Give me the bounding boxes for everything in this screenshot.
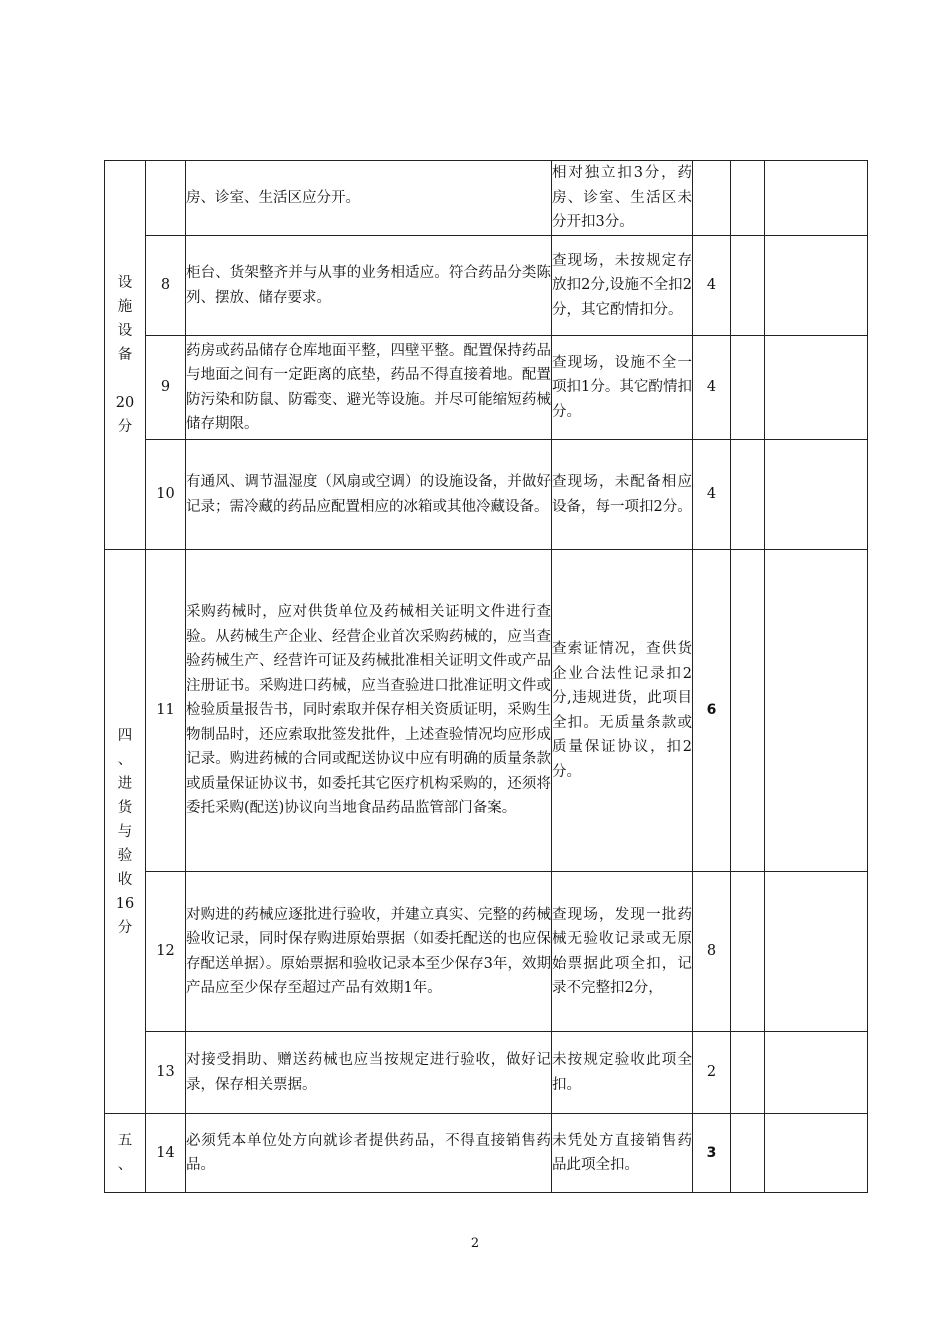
blank-cell	[765, 236, 868, 336]
blank-cell	[731, 1032, 765, 1114]
table-row	[105, 161, 868, 236]
category-purchase: 四 、 进 货 与 验 收 16 分	[105, 550, 146, 1114]
blank-cell	[731, 550, 765, 872]
score: 8	[693, 872, 731, 1032]
blank-cell	[765, 550, 868, 872]
item-number: 8	[146, 236, 186, 336]
requirement-text: 对购进的药械应逐批进行验收，并建立真实、完整的药械验收记录，同时保存购进原始票据（如委托配送的也应保存配送单据）。原始票据和验收记录本至少保存3年，效期产品应至少保存至超过产品有效期1年。	[186, 872, 552, 1032]
requirement-text: 采购药械时，应对供货单位及药械相关证明文件进行查验。从药械生产企业、经营企业首次采购药械的，应当查验药械生产、经营许可证及药械批准相关证明文件或产品注册证书。采购进口药械，应当查验进口批准证明文件或检验质量报告书，同时索取并保存相关资质证明，采购生物制品时，还应索取批签发批件，上述查验情况均应形成记录。购进药械的合同或配送协议中应有明确的质量条款或质量保证协议书，如委托其它医疗机构采购的，还须将委托采购(配送)协议向当地食品药品监管部门备案。	[186, 550, 552, 872]
inspection-method: 查现场，未按规定存放扣2分,设施不全扣2分，其它酌情扣分。	[552, 236, 693, 336]
inspection-method: 相对独立扣3分，药房、诊室、生活区未分开扣3分。	[552, 161, 693, 236]
item-number: 13	[146, 1032, 186, 1114]
blank-cell	[731, 872, 765, 1032]
page-number: 2	[470, 1236, 480, 1251]
inspection-table	[104, 160, 868, 1193]
table-row	[105, 1114, 868, 1193]
table-row	[105, 336, 868, 440]
inspection-method: 查现场，未配备相应设备，每一项扣2分。	[552, 440, 693, 550]
table-row	[105, 872, 868, 1032]
blank-cell	[765, 440, 868, 550]
table-row	[105, 550, 868, 872]
blank-cell	[731, 440, 765, 550]
requirement-text: 必须凭本单位处方向就诊者提供药品，不得直接销售药品。	[186, 1114, 552, 1193]
requirement-text: 药房或药品储存仓库地面平整，四壁平整。配置保持药品与地面之间有一定距离的底垫，药品不得直接着地。配置防污染和防鼠、防霉变、避光等设施。并尽可能缩短药械储存期限。	[186, 336, 552, 440]
item-number: 14	[146, 1114, 186, 1193]
requirement-text: 柜台、货架整齐并与从事的业务相适应。符合药品分类陈列、摆放、储存要求。	[186, 236, 552, 336]
item-number	[146, 161, 186, 236]
blank-cell	[765, 336, 868, 440]
category-five: 五 、	[105, 1114, 146, 1193]
requirement-text: 对接受捐助、赠送药械也应当按规定进行验收，做好记录，保存相关票据。	[186, 1032, 552, 1114]
inspection-method: 未按规定验收此项全扣。	[552, 1032, 693, 1114]
blank-cell	[765, 1114, 868, 1193]
inspection-method: 查现场，发现一批药械无验收记录或无原始票据此项全扣，记录不完整扣2分，	[552, 872, 693, 1032]
blank-cell	[765, 1032, 868, 1114]
inspection-method: 未凭处方直接销售药品此项全扣。	[552, 1114, 693, 1193]
score: 3	[693, 1114, 731, 1193]
inspection-method: 查现场，设施不全一项扣1分。其它酌情扣分。	[552, 336, 693, 440]
score: 4	[693, 236, 731, 336]
inspection-method: 查索证情况，查供货企业合法性记录扣2分,违规进货，此项目全扣。无质量条款或质量保证协议，扣2分。	[552, 550, 693, 872]
requirement-text: 房、诊室、生活区应分开。	[186, 161, 552, 236]
blank-cell	[731, 236, 765, 336]
score	[693, 161, 731, 236]
table-row	[105, 440, 868, 550]
category-facility: 设 施 设 备 20 分	[105, 161, 146, 550]
score: 4	[693, 336, 731, 440]
blank-cell	[731, 161, 765, 236]
item-number: 12	[146, 872, 186, 1032]
requirement-text: 有通风、调节温湿度（风扇或空调）的设施设备，并做好记录；需冷藏的药品应配置相应的冰箱或其他冷藏设备。	[186, 440, 552, 550]
blank-cell	[765, 872, 868, 1032]
score: 6	[693, 550, 731, 872]
table-row	[105, 236, 868, 336]
score: 2	[693, 1032, 731, 1114]
score: 4	[693, 440, 731, 550]
blank-cell	[731, 336, 765, 440]
blank-cell	[765, 161, 868, 236]
item-number: 9	[146, 336, 186, 440]
item-number: 11	[146, 550, 186, 872]
item-number: 10	[146, 440, 186, 550]
table-row	[105, 1032, 868, 1114]
blank-cell	[731, 1114, 765, 1193]
